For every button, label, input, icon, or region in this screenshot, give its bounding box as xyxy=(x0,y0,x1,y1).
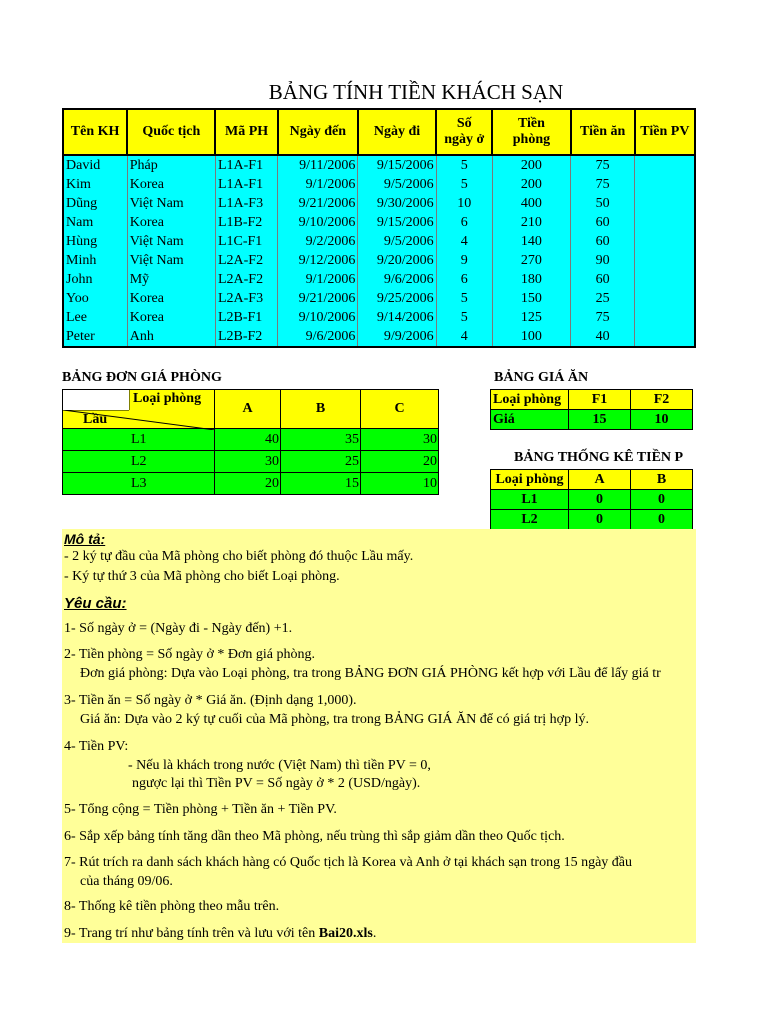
cell-so-ngay[interactable]: 5 xyxy=(436,308,492,327)
price-header-row xyxy=(63,390,439,429)
cell-di[interactable]: 9/14/2006 xyxy=(358,308,436,327)
cell-so-ngay[interactable]: 6 xyxy=(436,270,492,289)
req-3b: Giá ăn: Dựa vào 2 ký tự cuối của Mã phòng, tra trong BẢNG GIÁ ĂN để có giá trị hợp lý. xyxy=(80,712,589,727)
stat-table-label: BẢNG THỐNG KÊ TIỀN P xyxy=(514,450,684,465)
stat-value[interactable]: 0 xyxy=(569,490,631,510)
stat-value[interactable]: 0 xyxy=(631,490,693,510)
price-table-label: BẢNG ĐƠN GIÁ PHÒNG xyxy=(62,370,222,385)
cell-di[interactable]: 9/5/2006 xyxy=(358,175,436,194)
req-8: 8- Thống kê tiền phòng theo mẫu trên. xyxy=(64,899,280,914)
req-3a: 3- Tiền ăn = Số ngày ở * Giá ăn. (Định dạng 1,000). xyxy=(64,693,357,708)
cell-tien-an[interactable]: 90 xyxy=(571,251,635,270)
cell-ma[interactable]: L1A-F1 xyxy=(215,175,277,194)
cell-ten[interactable]: David xyxy=(63,155,127,175)
cell-den[interactable]: 9/1/2006 xyxy=(278,175,358,194)
cell-ten[interactable]: Minh xyxy=(63,251,127,270)
stat-value[interactable]: 0 xyxy=(569,510,631,530)
cell-tien-an[interactable]: 60 xyxy=(571,232,635,251)
cell-tien-pv[interactable] xyxy=(635,213,695,232)
req-2b: Đơn giá phòng: Dựa vào Loại phòng, tra trong BẢNG ĐƠN GIÁ PHÒNG kết hợp với Lầu để lấy giá tr xyxy=(80,666,661,681)
cell-tien-pv[interactable] xyxy=(635,327,695,347)
cell-tien-phong[interactable]: 150 xyxy=(492,289,570,308)
cell-tien-an[interactable]: 40 xyxy=(571,327,635,347)
header-tien-phong-line1: Tiền xyxy=(517,116,545,131)
cell-den[interactable]: 9/1/2006 xyxy=(278,270,358,289)
stat-table xyxy=(490,469,693,530)
header-tien-phong-line2: phòng xyxy=(512,132,551,147)
cell-ten[interactable]: Hùng xyxy=(63,232,127,251)
food-price-table xyxy=(490,389,693,430)
cell-quoc-tich[interactable]: Việt Nam xyxy=(127,251,215,270)
cell-den[interactable]: 9/2/2006 xyxy=(278,232,358,251)
cell-quoc-tich[interactable]: Pháp xyxy=(127,155,215,175)
table-row xyxy=(63,270,695,289)
cell-tien-an[interactable]: 60 xyxy=(571,270,635,289)
cell-tien-an[interactable]: 75 xyxy=(571,175,635,194)
cell-ma[interactable]: L2A-F3 xyxy=(215,289,277,308)
req-1: 1- Số ngày ở = (Ngày đi - Ngày đến) +1. xyxy=(64,621,293,636)
price-col-b: B xyxy=(281,390,361,429)
cell-tien-phong[interactable]: 200 xyxy=(492,155,570,175)
table-row xyxy=(63,251,695,270)
table-row xyxy=(63,155,695,175)
mo-ta-heading: Mô tả: xyxy=(64,531,106,547)
cell-ma[interactable]: L2A-F2 xyxy=(215,270,277,289)
cell-tien-phong[interactable]: 125 xyxy=(492,308,570,327)
cell-tien-phong[interactable]: 400 xyxy=(492,194,570,213)
cell-tien-an[interactable]: 50 xyxy=(571,194,635,213)
cell-ma[interactable]: L2B-F1 xyxy=(215,308,277,327)
cell-so-ngay[interactable]: 4 xyxy=(436,327,492,347)
price-col-c: C xyxy=(361,390,439,429)
stat-row-label: L2 xyxy=(491,510,569,530)
cell-tien-an[interactable]: 25 xyxy=(571,289,635,308)
mo-ta-line-2: - Ký tự thứ 3 của Mã phòng cho biết Loại phòng. xyxy=(64,569,340,584)
price-floor-label: L2 xyxy=(63,451,215,473)
cell-den[interactable]: 9/21/2006 xyxy=(278,194,358,213)
req-5: 5- Tổng cộng = Tiền phòng + Tiền ăn + Tiền PV. xyxy=(64,802,337,817)
req-6: 6- Sắp xếp bảng tính tăng dần theo Mã phòng, nếu trùng thì sắp giảm dần theo Quốc tịch. xyxy=(64,829,565,844)
cell-ma[interactable]: L2B-F2 xyxy=(215,327,277,347)
header-tien-pv: Tiền PV xyxy=(635,109,695,155)
cell-tien-pv[interactable] xyxy=(635,308,695,327)
cell-tien-phong[interactable]: 140 xyxy=(492,232,570,251)
food-header-label: Loại phòng xyxy=(491,390,569,410)
cell-ten[interactable]: Yoo xyxy=(63,289,127,308)
page-title: BẢNG TÍNH TIỀN KHÁCH SẠN xyxy=(268,80,564,104)
room-price-table xyxy=(62,389,439,495)
table-row xyxy=(63,194,695,213)
cell-tien-phong[interactable]: 200 xyxy=(492,175,570,194)
header-ma-ph: Mã PH xyxy=(215,109,277,155)
cell-tien-an[interactable]: 60 xyxy=(571,213,635,232)
cell-ten[interactable]: John xyxy=(63,270,127,289)
header-so-ngay xyxy=(436,109,492,155)
table-row xyxy=(63,175,695,194)
cell-so-ngay[interactable]: 5 xyxy=(436,175,492,194)
price-corner-top: Loại phòng xyxy=(133,391,202,406)
table-row xyxy=(63,289,695,308)
header-ten-kh: Tên KH xyxy=(63,109,127,155)
stat-header-b: B xyxy=(631,470,693,490)
price-row xyxy=(63,451,439,473)
price-value[interactable]: 15 xyxy=(281,473,361,495)
cell-so-ngay[interactable]: 5 xyxy=(436,155,492,175)
price-value[interactable]: 30 xyxy=(215,451,281,473)
cell-so-ngay[interactable]: 9 xyxy=(436,251,492,270)
cell-quoc-tich[interactable]: Korea xyxy=(127,175,215,194)
price-row xyxy=(63,429,439,451)
header-quoc-tich: Quốc tịch xyxy=(127,109,215,155)
price-value[interactable]: 10 xyxy=(361,473,439,495)
cell-ten[interactable]: Peter xyxy=(63,327,127,347)
cell-quoc-tich[interactable]: Anh xyxy=(127,327,215,347)
req-9 xyxy=(64,926,376,942)
cell-ma[interactable]: L1C-F1 xyxy=(215,232,277,251)
cell-di[interactable]: 9/15/2006 xyxy=(358,213,436,232)
price-value[interactable]: 30 xyxy=(361,429,439,451)
price-value[interactable]: 25 xyxy=(281,451,361,473)
header-ngay-den: Ngày đến xyxy=(278,109,358,155)
cell-quoc-tich[interactable]: Korea xyxy=(127,289,215,308)
cell-ma[interactable]: L1A-F3 xyxy=(215,194,277,213)
guest-table xyxy=(62,108,696,348)
price-value[interactable]: 40 xyxy=(215,429,281,451)
food-row-label: Giá xyxy=(491,410,569,430)
price-value[interactable]: 20 xyxy=(215,473,281,495)
stat-row-label: L1 xyxy=(491,490,569,510)
food-table-label: BẢNG GIÁ ĂN xyxy=(494,370,589,385)
cell-quoc-tich[interactable]: Korea xyxy=(127,213,215,232)
cell-ma[interactable]: L2A-F2 xyxy=(215,251,277,270)
stat-row xyxy=(491,490,693,510)
header-tien-an: Tiền ăn xyxy=(571,109,635,155)
cell-ma[interactable]: L1B-F2 xyxy=(215,213,277,232)
stat-header-a: A xyxy=(569,470,631,490)
food-header-f1: F1 xyxy=(569,390,631,410)
cell-tien-pv[interactable] xyxy=(635,155,695,175)
cell-di[interactable]: 9/25/2006 xyxy=(358,289,436,308)
cell-ten[interactable]: Kim xyxy=(63,175,127,194)
price-floor-label: L1 xyxy=(63,429,215,451)
cell-ten[interactable]: Nam xyxy=(63,213,127,232)
price-row xyxy=(63,473,439,495)
food-header-row xyxy=(491,390,693,410)
cell-quoc-tich[interactable]: Việt Nam xyxy=(127,232,215,251)
price-floor-label: L3 xyxy=(63,473,215,495)
cell-tien-phong[interactable]: 180 xyxy=(492,270,570,289)
cell-tien-pv[interactable] xyxy=(635,232,695,251)
cell-den[interactable]: 9/21/2006 xyxy=(278,289,358,308)
header-tien-phong xyxy=(492,109,570,155)
description-block xyxy=(62,529,696,943)
price-value[interactable]: 20 xyxy=(361,451,439,473)
cell-so-ngay[interactable]: 4 xyxy=(436,232,492,251)
cell-tien-pv[interactable] xyxy=(635,289,695,308)
cell-den[interactable]: 9/10/2006 xyxy=(278,213,358,232)
cell-quoc-tich[interactable]: Mỹ xyxy=(127,270,215,289)
cell-tien-pv[interactable] xyxy=(635,270,695,289)
food-price-f2: 10 xyxy=(631,410,693,430)
cell-tien-phong[interactable]: 100 xyxy=(492,327,570,347)
cell-tien-pv[interactable] xyxy=(635,194,695,213)
mo-ta-line-1: - 2 ký tự đầu của Mã phòng cho biết phòng đó thuộc Lầu mấy. xyxy=(64,549,414,564)
req-9-suffix: . xyxy=(372,926,377,941)
cell-tien-phong[interactable]: 210 xyxy=(492,213,570,232)
food-header-f2: F2 xyxy=(631,390,693,410)
cell-di[interactable]: 9/6/2006 xyxy=(358,270,436,289)
cell-tien-an[interactable]: 75 xyxy=(571,155,635,175)
stat-row xyxy=(491,510,693,530)
table-row xyxy=(63,308,695,327)
cell-den[interactable]: 9/12/2006 xyxy=(278,251,358,270)
cell-quoc-tich[interactable]: Việt Nam xyxy=(127,194,215,213)
req-7b: của tháng 09/06. xyxy=(80,874,173,889)
cell-di[interactable]: 9/5/2006 xyxy=(358,232,436,251)
food-price-row xyxy=(491,410,693,430)
cell-so-ngay[interactable]: 6 xyxy=(436,213,492,232)
cell-di[interactable]: 9/20/2006 xyxy=(358,251,436,270)
food-price-f1: 15 xyxy=(569,410,631,430)
table-header-row xyxy=(63,109,695,155)
header-ngay-di: Ngày đi xyxy=(358,109,436,155)
stat-value[interactable]: 0 xyxy=(631,510,693,530)
price-corner-bottom: Lầu xyxy=(83,412,108,427)
cell-den[interactable]: 9/10/2006 xyxy=(278,308,358,327)
req-2a: 2- Tiền phòng = Số ngày ở * Đơn giá phòng. xyxy=(64,647,315,662)
cell-di[interactable]: 9/9/2006 xyxy=(358,327,436,347)
cell-so-ngay[interactable]: 5 xyxy=(436,289,492,308)
cell-ten[interactable]: Dũng xyxy=(63,194,127,213)
cell-den[interactable]: 9/6/2006 xyxy=(278,327,358,347)
stat-header-label: Loại phòng xyxy=(491,470,569,490)
req-4b: - Nếu là khách trong nước (Việt Nam) thì tiền PV = 0, xyxy=(128,758,431,773)
cell-di[interactable]: 9/15/2006 xyxy=(358,155,436,175)
req-9-filename: Bai20.xls xyxy=(318,926,373,941)
cell-so-ngay[interactable]: 10 xyxy=(436,194,492,213)
cell-di[interactable]: 9/30/2006 xyxy=(358,194,436,213)
header-so-ngay-line2: ngày ở xyxy=(444,132,485,147)
cell-quoc-tich[interactable]: Korea xyxy=(127,308,215,327)
price-value[interactable]: 35 xyxy=(281,429,361,451)
cell-tien-pv[interactable] xyxy=(635,251,695,270)
cell-den[interactable]: 9/11/2006 xyxy=(278,155,358,175)
cell-ma[interactable]: L1A-F1 xyxy=(215,155,277,175)
price-col-a: A xyxy=(215,390,281,429)
header-so-ngay-line1: Số xyxy=(456,116,472,131)
req-7a: 7- Rút trích ra danh sách khách hàng có Quốc tịch là Korea và Anh ở tại khách sạn trong 15 ngày đầu xyxy=(64,855,633,870)
stat-header-row xyxy=(491,470,693,490)
cell-tien-an[interactable]: 75 xyxy=(571,308,635,327)
req-4c: ngược lại thì Tiền PV = Số ngày ở * 2 (USD/ngày). xyxy=(132,776,421,791)
cell-tien-pv[interactable] xyxy=(635,175,695,194)
table-row xyxy=(63,327,695,347)
req-4a: 4- Tiền PV: xyxy=(64,739,129,754)
cell-tien-phong[interactable]: 270 xyxy=(492,251,570,270)
req-9-prefix: 9- Trang trí như bảng tính trên và lưu với tên xyxy=(64,926,319,941)
cell-ten[interactable]: Lee xyxy=(63,308,127,327)
table-row xyxy=(63,213,695,232)
yeu-cau-heading: Yêu cầu: xyxy=(64,595,127,612)
price-corner-cell xyxy=(63,390,215,429)
table-row xyxy=(63,232,695,251)
